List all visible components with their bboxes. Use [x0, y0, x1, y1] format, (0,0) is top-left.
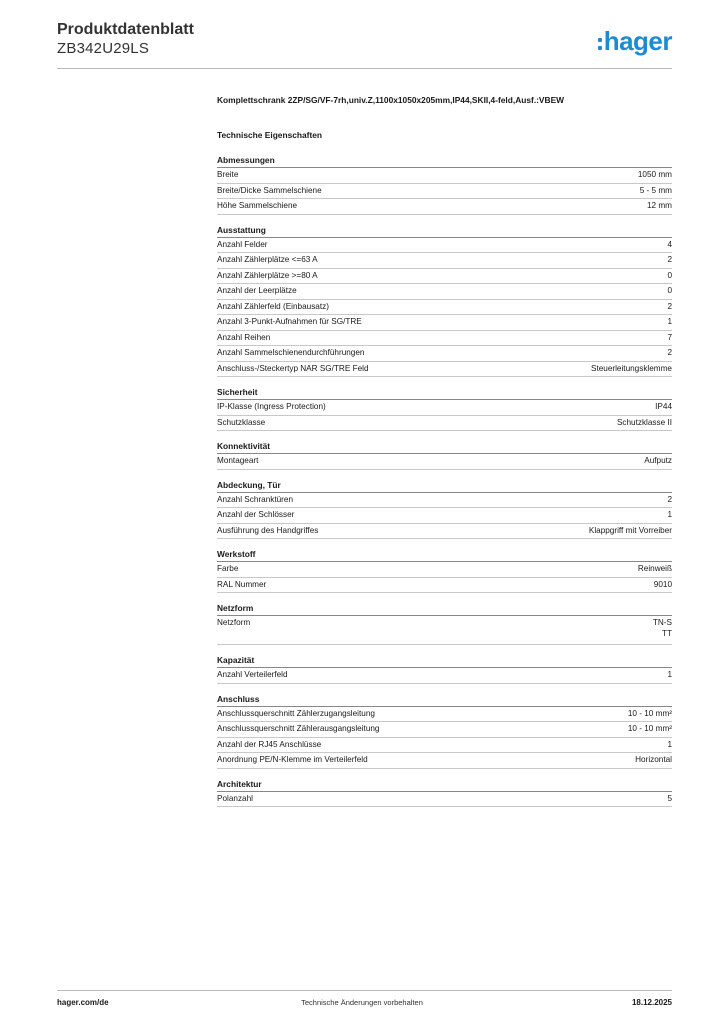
property-label: Farbe	[217, 564, 239, 573]
section-title: Ausstattung	[217, 224, 672, 238]
section	[217, 602, 672, 645]
property-row	[217, 315, 672, 331]
property-label: Schutzklasse	[217, 417, 266, 427]
property-label: Höhe Sammelschiene	[217, 201, 298, 210]
property-row	[217, 168, 672, 184]
property-label: Anschlussquerschnitt Zählerzugangsleitung	[217, 708, 375, 718]
property-value	[655, 402, 672, 413]
property-label: Anzahl der Leerplätze	[217, 286, 297, 295]
property-value-line: 7	[667, 332, 672, 342]
section	[217, 154, 672, 215]
product-code: ZB342U29LS	[57, 40, 150, 57]
property-value	[667, 495, 672, 506]
property-label: Anzahl Verteilerfeld	[217, 670, 288, 679]
section-title: Architektur	[217, 778, 672, 792]
property-label: Ausführung des Handgriffes	[217, 525, 319, 535]
property-label: Anzahl Schranktüren	[217, 494, 294, 504]
property-label: Anzahl Zählerfeld (Einbausatz)	[217, 301, 329, 311]
property-value-line: TT	[661, 628, 672, 638]
property-value-line: 10 - 10 mm²	[627, 708, 672, 718]
property-value	[653, 618, 672, 639]
property-row	[217, 331, 672, 347]
property-value-line: Steuerleitungsklemme	[590, 363, 672, 373]
section-title: Abmessungen	[217, 154, 672, 168]
property-label: Anzahl Felder	[217, 239, 268, 249]
property-row	[217, 493, 672, 509]
product-description: Komplettschrank 2ZP/SG/VF-7rh,univ.Z,1100x1050x205mm,IP44,SKII,4-feld,Ausf.:VBEW	[217, 95, 565, 105]
properties-sections	[217, 154, 672, 807]
footer-website-link[interactable]: hager.com/de	[57, 998, 109, 1007]
logo-dots-icon	[598, 38, 602, 50]
property-row	[217, 400, 672, 416]
hager-logo	[598, 26, 672, 57]
properties-heading: Technische Eigenschaften	[217, 130, 323, 140]
footer-note: Technische Änderungen vorbehalten	[301, 998, 423, 1007]
property-row	[217, 284, 672, 300]
property-row	[217, 738, 672, 754]
property-value	[667, 240, 672, 251]
property-row	[217, 562, 672, 578]
property-row	[217, 416, 672, 432]
property-value	[667, 510, 672, 521]
property-row	[217, 184, 672, 200]
property-value-line: 2	[667, 301, 672, 311]
property-row	[217, 707, 672, 723]
property-value	[667, 740, 672, 751]
property-row	[217, 362, 672, 378]
property-value-line: 0	[667, 270, 672, 280]
property-label: Anschluss-/Steckertyp NAR SG/TRE Feld	[217, 363, 369, 373]
section	[217, 386, 672, 431]
property-row	[217, 454, 672, 470]
property-value-line: Reinweiß	[637, 564, 672, 573]
property-value	[647, 201, 672, 212]
property-value-line: 2	[667, 255, 672, 264]
property-label: Montageart	[217, 456, 259, 465]
property-value	[638, 564, 672, 575]
section-title: Abdeckung, Tür	[217, 479, 672, 493]
property-row	[217, 238, 672, 254]
property-label: Anzahl der RJ45 Anschlüsse	[217, 739, 322, 749]
property-value-line: 2	[667, 348, 672, 357]
property-value	[667, 348, 672, 359]
property-row	[217, 668, 672, 684]
property-value	[667, 302, 672, 313]
section-title: Anschluss	[217, 693, 672, 707]
property-value-line: 1	[667, 317, 672, 326]
property-value	[628, 709, 672, 720]
property-value-line: Schutzklasse II	[616, 417, 672, 427]
property-label: Anordnung PE/N-Klemme im Verteilerfeld	[217, 755, 368, 764]
logo-text: hager	[603, 26, 672, 56]
property-row	[217, 269, 672, 285]
property-value-line: Klappgriff mit Vorreiber	[588, 525, 672, 535]
property-value	[667, 255, 672, 266]
property-value	[654, 580, 672, 591]
property-value	[667, 794, 672, 805]
property-row	[217, 578, 672, 594]
section	[217, 224, 672, 378]
property-value-line: IP44	[655, 402, 672, 411]
property-label: Breite	[217, 170, 239, 179]
property-row	[217, 508, 672, 524]
property-label: Netzform	[217, 618, 251, 627]
property-row	[217, 524, 672, 540]
property-label: Breite/Dicke Sammelschiene	[217, 185, 322, 195]
property-value-line: 4	[667, 239, 672, 249]
section-title: Netzform	[217, 602, 672, 616]
property-label: Polanzahl	[217, 793, 253, 803]
property-value-line: 10 - 10 mm²	[627, 724, 672, 733]
property-value	[667, 271, 672, 282]
property-value-line: 1	[667, 739, 672, 749]
section	[217, 778, 672, 808]
page-title: Produktdatenblatt	[57, 21, 194, 38]
property-value-line: 5	[667, 793, 672, 803]
section	[217, 479, 672, 540]
property-label: Anzahl der Schlösser	[217, 510, 295, 519]
property-value	[617, 418, 672, 429]
property-value-line: 9010	[653, 579, 672, 589]
property-row	[217, 300, 672, 316]
property-value-line: 2	[667, 494, 672, 504]
property-label: Anzahl Reihen	[217, 332, 271, 342]
property-value-line: TN-S	[652, 618, 672, 627]
property-row	[217, 722, 672, 738]
property-value	[638, 170, 672, 181]
property-row	[217, 792, 672, 808]
property-value	[667, 317, 672, 328]
section	[217, 440, 672, 470]
property-value-line: Horizontal	[635, 755, 672, 764]
property-value-line: 1	[667, 670, 672, 679]
property-value	[591, 364, 672, 375]
property-value	[667, 670, 672, 681]
property-value-line: 0	[667, 286, 672, 295]
property-row	[217, 346, 672, 362]
property-value-line: Aufputz	[644, 456, 672, 465]
property-value	[644, 456, 672, 467]
section-title: Sicherheit	[217, 386, 672, 400]
property-row	[217, 253, 672, 269]
property-value	[667, 286, 672, 297]
footer-divider	[57, 990, 672, 991]
footer-date: 18.12.2025	[631, 998, 672, 1007]
property-value-line: 1	[667, 510, 672, 519]
property-value-line: 12 mm	[646, 201, 672, 210]
property-value	[667, 333, 672, 344]
section	[217, 693, 672, 769]
property-row	[217, 616, 672, 645]
section	[217, 548, 672, 593]
property-label: RAL Nummer	[217, 579, 267, 589]
property-label: IP-Klasse (Ingress Protection)	[217, 402, 326, 411]
property-label: Anzahl Zählerplätze >=80 A	[217, 270, 318, 280]
property-value	[635, 755, 672, 766]
property-value-line: 1050 mm	[637, 170, 672, 179]
property-row	[217, 753, 672, 769]
section-title: Werkstoff	[217, 548, 672, 562]
property-label: Anzahl Zählerplätze <=63 A	[217, 255, 318, 264]
header-divider	[57, 68, 672, 69]
property-label: Anzahl 3-Punkt-Aufnahmen für SG/TRE	[217, 317, 362, 326]
datasheet-content	[217, 95, 672, 816]
property-label: Anzahl Sammelschienendurchführungen	[217, 348, 365, 357]
property-value-line: 5 - 5 mm	[639, 185, 672, 195]
property-value	[640, 186, 672, 197]
section	[217, 654, 672, 684]
property-value	[628, 724, 672, 735]
property-row	[217, 199, 672, 215]
section-title: Konnektivität	[217, 440, 672, 454]
property-label: Anschlussquerschnitt Zählerausgangsleitung	[217, 724, 380, 733]
property-value	[589, 526, 672, 537]
section-title: Kapazität	[217, 654, 672, 668]
